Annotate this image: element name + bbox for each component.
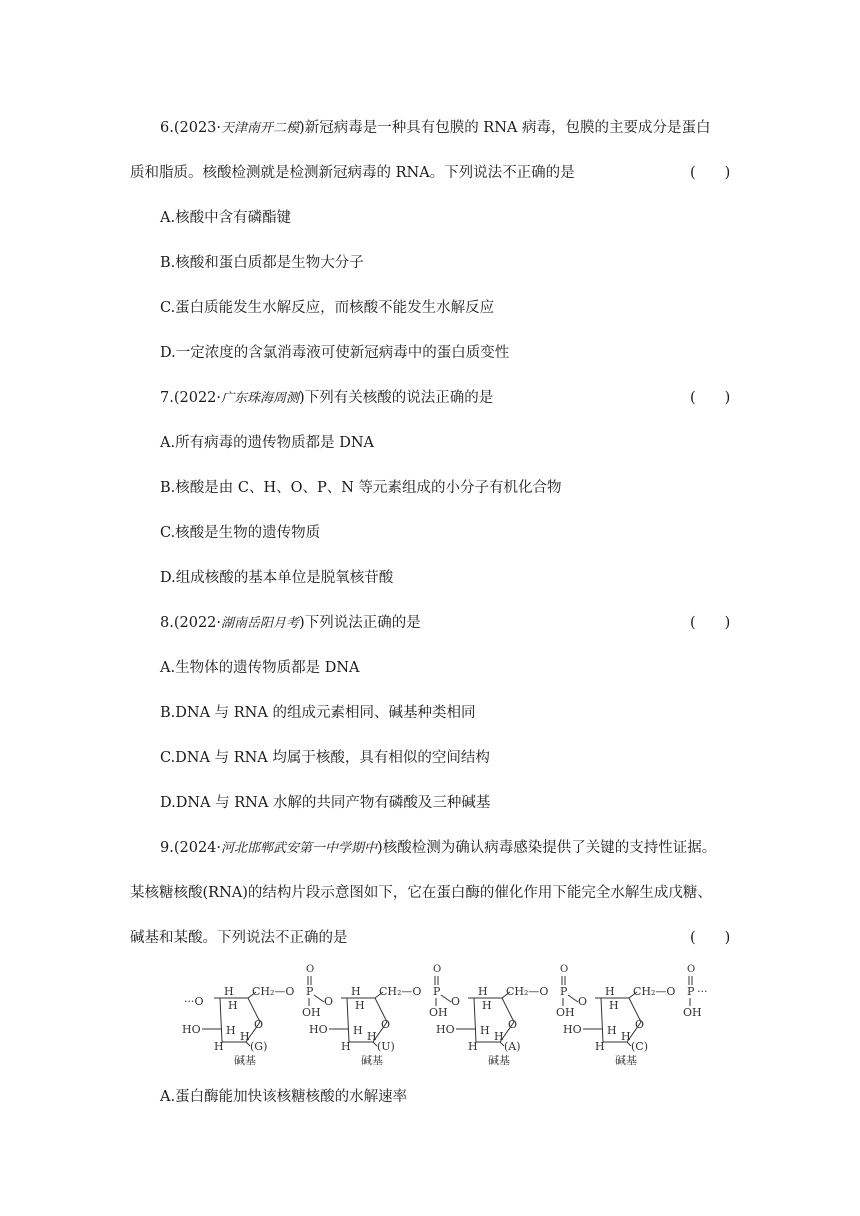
atom-h: H <box>609 999 619 1012</box>
ring-oxygen: O <box>254 1018 264 1031</box>
bond-line <box>568 995 578 1002</box>
ho-group: HO <box>436 1023 455 1036</box>
phosphate-oxygen: O <box>560 964 569 975</box>
q8-option-d: D.DNA 与 RNA 水解的共同产物有磷酸及三种碱基 <box>160 795 491 811</box>
bridge-oxygen: O <box>578 995 588 1008</box>
phosphorus: P <box>433 985 441 998</box>
atom-h: H <box>224 985 234 998</box>
atom-h: H <box>353 1024 363 1037</box>
q8-option-a: A.生物体的遗传物质都是 DNA <box>160 660 360 676</box>
base-0: (G) <box>250 1040 268 1053</box>
ho-group: HO <box>309 1023 328 1036</box>
ch2-o-group: CH₂—O <box>379 985 422 998</box>
bond-line <box>314 995 324 1002</box>
q9-source: 河北邯郸武安第一中学期中 <box>221 841 378 856</box>
q6-text: 新冠病毒是一种具有包膜的 RNA 病毒，包膜的主要成分是蛋白 <box>304 120 711 136</box>
atom-h: H <box>478 985 488 998</box>
q8-option-b: B.DNA 与 RNA 的组成元素相同、碱基种类相同 <box>160 705 476 721</box>
q6-option-b: B.核酸和蛋白质都是生物大分子 <box>160 255 364 271</box>
bond-line <box>441 995 451 1002</box>
ho-group: HO <box>563 1023 582 1036</box>
phosphorus: P <box>306 985 314 998</box>
q8-text: 下列说法正确的是 <box>304 615 421 631</box>
chain-left-end: ···O <box>184 995 204 1008</box>
q7-answer-paren: ( ) <box>690 390 731 406</box>
atom-h: H <box>351 985 361 998</box>
q8-source: 湖南岳阳月考 <box>221 616 300 631</box>
ring-oxygen: O <box>381 1018 391 1031</box>
q9-number: 9. <box>160 840 174 856</box>
base-1: (U) <box>377 1040 395 1053</box>
q9-stem-line2: 某核糖核酸(RNA)的结构片段示意图如下，它在蛋白酶的催化作用下能完全水解生成戊糖、 <box>130 885 712 901</box>
bridge-oxygen: O <box>451 995 461 1008</box>
phosphate-oh: OH <box>556 1006 575 1019</box>
q7-option-d: D.组成核酸的基本单位是脱氧核苷酸 <box>160 570 394 586</box>
ring-oxygen: O <box>508 1018 518 1031</box>
phosphate-oh: OH <box>302 1006 321 1019</box>
ho-group: HO <box>182 1023 201 1036</box>
ch2-o-group: CH₂—O <box>252 985 295 998</box>
atom-h: H <box>341 1040 351 1053</box>
q7-stem-line1: 7.(2022·广东珠海周测)下列有关核酸的说法正确的是 <box>160 390 494 406</box>
atom-h: H <box>621 1030 631 1043</box>
rna-structure-diagram <box>0 958 860 1068</box>
q6-answer-paren: ( ) <box>690 165 731 181</box>
atom-h: H <box>228 999 238 1012</box>
q7-option-a: A.所有病毒的遗传物质都是 DNA <box>160 435 374 451</box>
phosphate-oh: OH <box>683 1006 702 1019</box>
atom-h: H <box>240 1030 250 1043</box>
chain-right-end: ··· <box>697 985 708 998</box>
phosphate-oxygen: O <box>687 964 696 975</box>
q6-number: 6. <box>160 120 174 136</box>
atom-h: H <box>214 1040 224 1053</box>
q6-stem-line1: 6.(2023·天津南开二模)新冠病毒是一种具有包膜的 RNA 病毒，包膜的主要成分是蛋白 <box>160 120 711 136</box>
q9-stem-line3: 碱基和某酸。下列说法不正确的是 <box>130 930 348 946</box>
atom-h: H <box>468 1040 478 1053</box>
atom-h: H <box>494 1030 504 1043</box>
atom-h: H <box>605 985 615 998</box>
base-3: (C) <box>631 1040 648 1053</box>
base-label: 碱基 <box>361 1054 383 1067</box>
q7-number: 7. <box>160 390 174 406</box>
atom-h: H <box>355 999 365 1012</box>
q9-option-a: A.蛋白酶能加快该核糖核酸的水解速率 <box>160 1089 408 1105</box>
base-label: 碱基 <box>488 1054 510 1067</box>
ch2-o-group: CH₂—O <box>633 985 676 998</box>
q7-option-b: B.核酸是由 C、H、O、P、N 等元素组成的小分子有机化合物 <box>160 480 562 496</box>
atom-h: H <box>480 1024 490 1037</box>
q6-source: 天津南开二模 <box>221 121 300 136</box>
base-2: (A) <box>504 1040 521 1053</box>
phosphorus: P <box>687 985 695 998</box>
atom-h: H <box>226 1024 236 1037</box>
q9-text: 核酸检测为确认病毒感染提供了关键的支持性证据。 <box>382 840 717 856</box>
q6-option-c: C.蛋白质能发生水解反应，而核酸不能发生水解反应 <box>160 300 495 316</box>
q7-option-c: C.核酸是生物的遗传物质 <box>160 525 321 541</box>
q7-text: 下列有关核酸的说法正确的是 <box>304 390 494 406</box>
q6-stem-line2: 质和脂质。核酸检测就是检测新冠病毒的 RNA。下列说法不正确的是 <box>130 165 575 181</box>
q8-option-c: C.DNA 与 RNA 均属于核酸，具有相似的空间结构 <box>160 750 490 766</box>
bridge-oxygen: O <box>324 995 334 1008</box>
q8-stem-line1: 8.(2022·湖南岳阳月考)下列说法正确的是 <box>160 615 421 631</box>
ch2-o-group: CH₂—O <box>506 985 549 998</box>
q9-stem-line1: 9.(2024·河北邯郸武安第一中学期中)核酸检测为确认病毒感染提供了关键的支持性证据。 <box>160 840 717 856</box>
atom-h: H <box>482 999 492 1012</box>
q7-source: 广东珠海周测 <box>221 391 300 406</box>
q9-answer-paren: ( ) <box>690 930 731 946</box>
q6-option-a: A.核酸中含有磷酯键 <box>160 210 292 226</box>
base-label: 碱基 <box>234 1054 256 1067</box>
phosphate-oxygen: O <box>306 964 315 975</box>
nucleotide-units <box>182 964 708 1067</box>
atom-h: H <box>607 1024 617 1037</box>
q8-number: 8. <box>160 615 174 631</box>
phosphorus: P <box>560 985 568 998</box>
base-label: 碱基 <box>615 1054 637 1067</box>
q6-option-d: D.一定浓度的含氯消毒液可使新冠病毒中的蛋白质变性 <box>160 345 510 361</box>
atom-h: H <box>595 1040 605 1053</box>
ring-oxygen: O <box>635 1018 645 1031</box>
q8-answer-paren: ( ) <box>690 615 731 631</box>
phosphate-oxygen: O <box>433 964 442 975</box>
phosphate-oh: OH <box>429 1006 448 1019</box>
atom-h: H <box>367 1030 377 1043</box>
